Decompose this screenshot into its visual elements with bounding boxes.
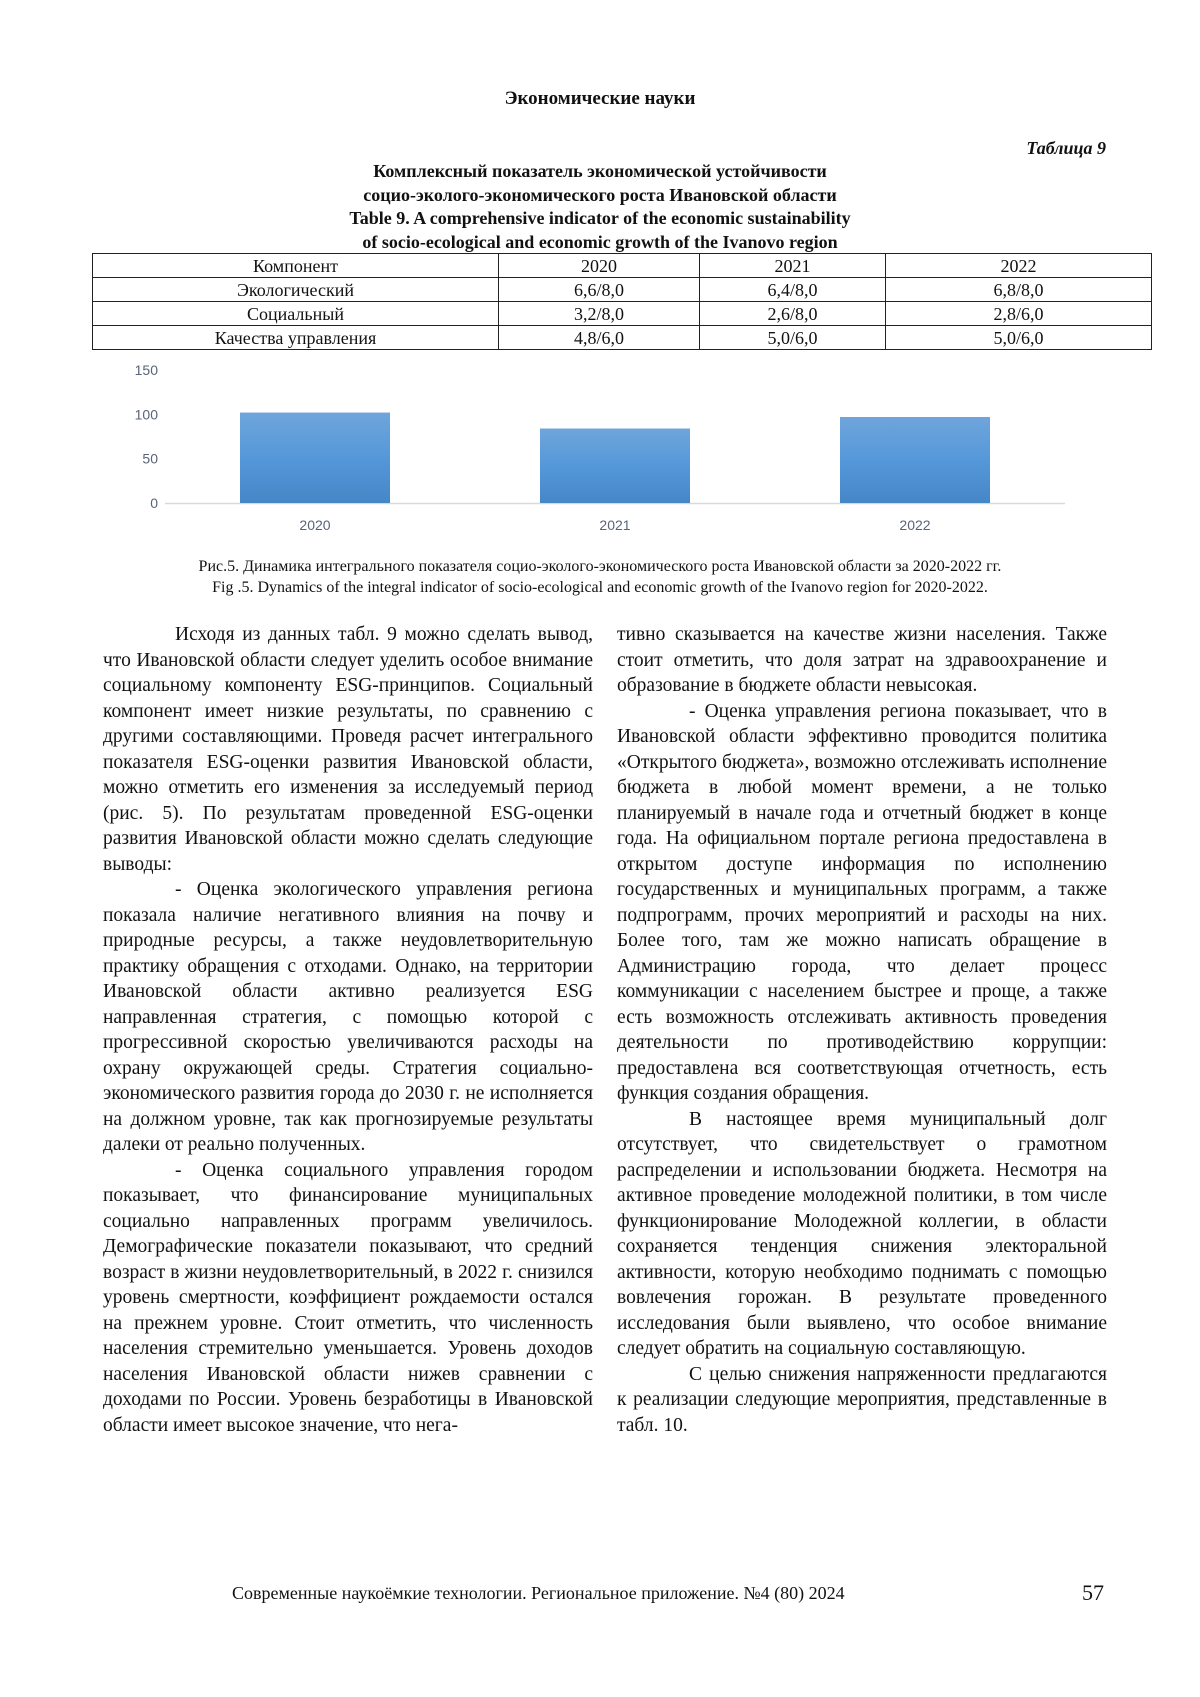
table-cell: 2,6/8,0 — [700, 302, 886, 326]
figure-caption — [0, 556, 1200, 598]
paragraph: С целью снижения напряженности предлагаются к реализации следующие мероприятия, представленные в табл. 10. — [617, 1363, 1107, 1436]
header-cell: 2021 — [700, 254, 886, 278]
paragraph: - Оценка управления региона показывает, что в Ивановской области эффективно проводится политика «Открытого бюджета», возможно отслеживать исполнение бюджета в любой момент времени, а не только планируемый в начале года и отчетный бюджет в конце года. На официальном портале региона предоставлена в открытом доступе информация по исполнению государственных и муниципальных программ, а также подпрограмм, прочих мероприятий и расходы на них. Более того, там же можно написать обращение в Администрацию города, что делает процесс коммуникации с населением быстрее и проще, а также есть возможность отслеживать активность проведения деятельности по противодействию коррупции: предоставлена вся соответствующая отчетность, есть функция создания обращения. — [617, 700, 1107, 1104]
x-tick-label: 2021 — [599, 517, 631, 533]
table-cell: Социальный — [93, 302, 499, 326]
esg-table — [92, 253, 1152, 350]
table-cell: Качества управления — [93, 326, 499, 350]
section-title: Экономические науки — [504, 88, 696, 109]
table-cell: 3,2/8,0 — [499, 302, 700, 326]
header-cell: 2020 — [499, 254, 700, 278]
page-number: 57 — [1082, 1580, 1104, 1605]
table-cell: 6,6/8,0 — [499, 278, 700, 302]
bar-chart — [120, 360, 1080, 545]
table-label: Таблица 9 — [1026, 138, 1106, 158]
paragraph: тивно сказывается на качестве жизни населения. Также стоит отметить, что доля затрат на здравоохранение и образование в бюджете области невысокая. — [617, 624, 1107, 696]
bar-2021 — [540, 429, 690, 503]
table-title-ru-line-2: социо-эколого-экономического роста Ивановской области — [363, 184, 837, 205]
table-header-row — [93, 254, 1152, 278]
header-cell: Компонент — [93, 254, 499, 278]
table-cell: 6,8/8,0 — [886, 278, 1152, 302]
x-tick-label: 2022 — [899, 517, 931, 533]
paragraph: - Оценка социального управления городом показывает, что финансирование муниципальных социально направленных программ увеличилось. Демографические показатели показывают, что средний возраст в жизни неудовлетворительный, в 2022 г. снизился уровень смертности, коэффициент рождаемости остался на прежнем уровне. Стоит отметить, что численность населения стремительно уменьшается. Уровень доходов населения Ивановской области нижев сравнении с доходами по России. Уровень безработицы в Ивановской области имеет высокое значение, что нега- — [103, 1159, 593, 1436]
y-tick-label: 50 — [142, 450, 158, 467]
table-title-en-line-1: Table 9. A comprehensive indicator of the economic sustainability — [349, 208, 851, 228]
table-cell: 5,0/6,0 — [700, 326, 886, 350]
y-tick-label: 0 — [150, 495, 158, 511]
table-title-en-line-2: of socio-ecological and economic growth of the Ivanovo region — [362, 231, 838, 252]
table-row — [93, 302, 1152, 326]
caption-en: Fig .5. Dynamics of the integral indicator of socio-ecological and economic growth of the Ivanovo region for 2020-2022. — [212, 579, 988, 596]
table-row — [93, 326, 1152, 350]
table-row — [93, 278, 1152, 302]
table-cell: 2,8/6,0 — [886, 302, 1152, 326]
left-column — [103, 622, 593, 1438]
paragraph: В настоящее время муниципальный долг отсутствует, что свидетельствует о грамотном распределении и использовании бюджета. Несмотря на активное проведение молодежной политики, в том числе функционирование Молодежной коллегии, в области сохраняется тенденция снижения электоральной активности, которую необходимо поднимать с помощью вовлечения горожан. В результате проведенного исследования были выявлено, что особое внимание следует обратить на социальную составляющую. — [617, 1108, 1107, 1359]
table-cell: 4,8/6,0 — [499, 326, 700, 350]
table-cell: 5,0/6,0 — [886, 326, 1152, 350]
table-title — [0, 160, 1200, 254]
y-tick-label: 100 — [134, 406, 158, 423]
right-column — [617, 622, 1107, 1438]
paragraph: Исходя из данных табл. 9 можно сделать вывод, что Ивановской области следует уделить особое внимание социальному компоненту ESG-принципов. Социальный компонент имеет низкие результаты, по сравнению с другими составляющими. Проведя расчет интегрального показателя ESG-оценки развития Ивановской области, можно отметить его изменения за исследуемый период (рис. 5). По результатам проведенной ESG-оценки развития Ивановской области можно сделать следующие выводы: — [103, 624, 593, 875]
caption-ru: Рис.5. Динамика интегрального показателя социо-эколого-экономического роста Ивановской области за 2020-2022 гг. — [198, 558, 1002, 575]
table-title-ru-line-1: Комплексный показатель экономической устойчивости — [373, 161, 827, 181]
y-tick-label: 150 — [134, 362, 158, 378]
x-tick-label: 2020 — [299, 517, 331, 533]
bar-2022 — [840, 417, 990, 503]
journal-footer: Современные наукоёмкие технологии. Региональное приложение. №4 (80) 2024 — [232, 1583, 845, 1603]
paragraph: - Оценка экологического управления региона показала наличие негативного влияния на почву и природные ресурсы, а также неудовлетворительную практику обращения с отходами. Однако, на территории Ивановской области активно реализуется ESG направленная стратегия, с помощью которой с прогрессивной скоростью увеличиваются расходы на охрану окружающей среды. Стратегия социально-экономического развития города до 2030 г. не исполняется на должном уровне, так как прогнозируемые результаты далеки от реально полученных. — [103, 879, 593, 1155]
table-cell: Экологический — [93, 278, 499, 302]
header-cell: 2022 — [886, 254, 1152, 278]
table-cell: 6,4/8,0 — [700, 278, 886, 302]
bar-2020 — [240, 413, 390, 503]
